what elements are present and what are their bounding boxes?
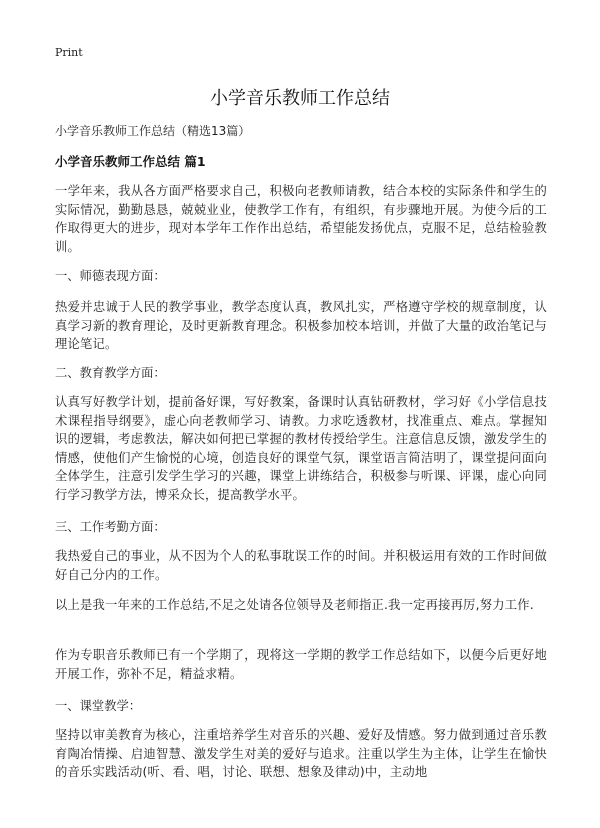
paragraph-teaching: 认真写好教学计划，提前备好课，写好教案，备课时认真钻研教材，学习好《小学信息技术课程指导纲要》，虚心向老教师学习、请教。力求吃透教材，找准重点、难点。掌握知识的逻辑，考虑教法，解决如何把已掌握的教材传授给学生。注意信息反馈，激发学生的情感，使他们产生愉悦的心境，创造良好的课堂气氛，课堂语言简洁明了，课堂提问面向全体学生，注意引发学生学习的兴趣，课堂上讲练结合，积极参与听课、评课，虚心向同行学习教学方法，博采众长，提高教学水平。 (55, 395, 547, 502)
paragraph-attendance: 我热爱自己的事业，从不因为个人的私事耽误工作的时间。并积极运用有效的工作时间做好自己分内的工作。 (55, 549, 547, 582)
section-heading-attendance: 三、工作考勤方面： (55, 520, 166, 534)
paragraph-ethics: 热爱并忠诚于人民的教学事业，教学态度认真，教风扎实，严格遵守学校的规章制度，认真学习新的教育理论，及时更新教育理念。积极参加校本培训，并做了大量的政治笔记与理论笔记。 (55, 300, 547, 351)
article-heading: 小学音乐教师工作总结 篇1 (55, 154, 206, 169)
print-link[interactable]: Print (55, 46, 83, 59)
section-heading-classroom: 一、课堂教学： (55, 699, 142, 713)
paragraph-closing: 以上是我一年来的工作总结,不足之处请各位领导及老师指正.我一定再接再厉,努力工作. (55, 598, 534, 612)
section-heading-ethics: 一、师德表现方面： (55, 269, 166, 283)
document-subtitle: 小学音乐教师工作总结（精选13篇） (55, 124, 251, 138)
paragraph-classroom: 坚持以审美教育为核心，注重培养学生对音乐的兴趣、爱好及情感。努力做到通过音乐教育陶冶情操、启迪智慧、激发学生对美的爱好与追求。注重以学生为主体，让学生在愉快的音乐实践活动(听、看、唱，讨论、联想、想象及律动)中，主动地 (55, 728, 547, 779)
paragraph-intro: 一学年来，我从各方面严格要求自己，积极向老教师请教，结合本校的实际条件和学生的实际情况，勤勤恳恳，兢兢业业，使教学工作有，有组织，有步骤地开展。为使今后的工作取得更大的进步，现对本学年工作作出总结，希望能发扬优点，克服不足，总结检验教训。 (55, 184, 547, 254)
page-title: 小学音乐教师工作总结 (210, 88, 390, 109)
paragraph-article2-intro: 作为专职音乐教师已有一个学期了，现将这一学期的教学工作总结如下，以便今后更好地开展工作，弥补不足，精益求精。 (55, 648, 547, 681)
section-heading-teaching: 二、教育教学方面： (55, 366, 166, 380)
